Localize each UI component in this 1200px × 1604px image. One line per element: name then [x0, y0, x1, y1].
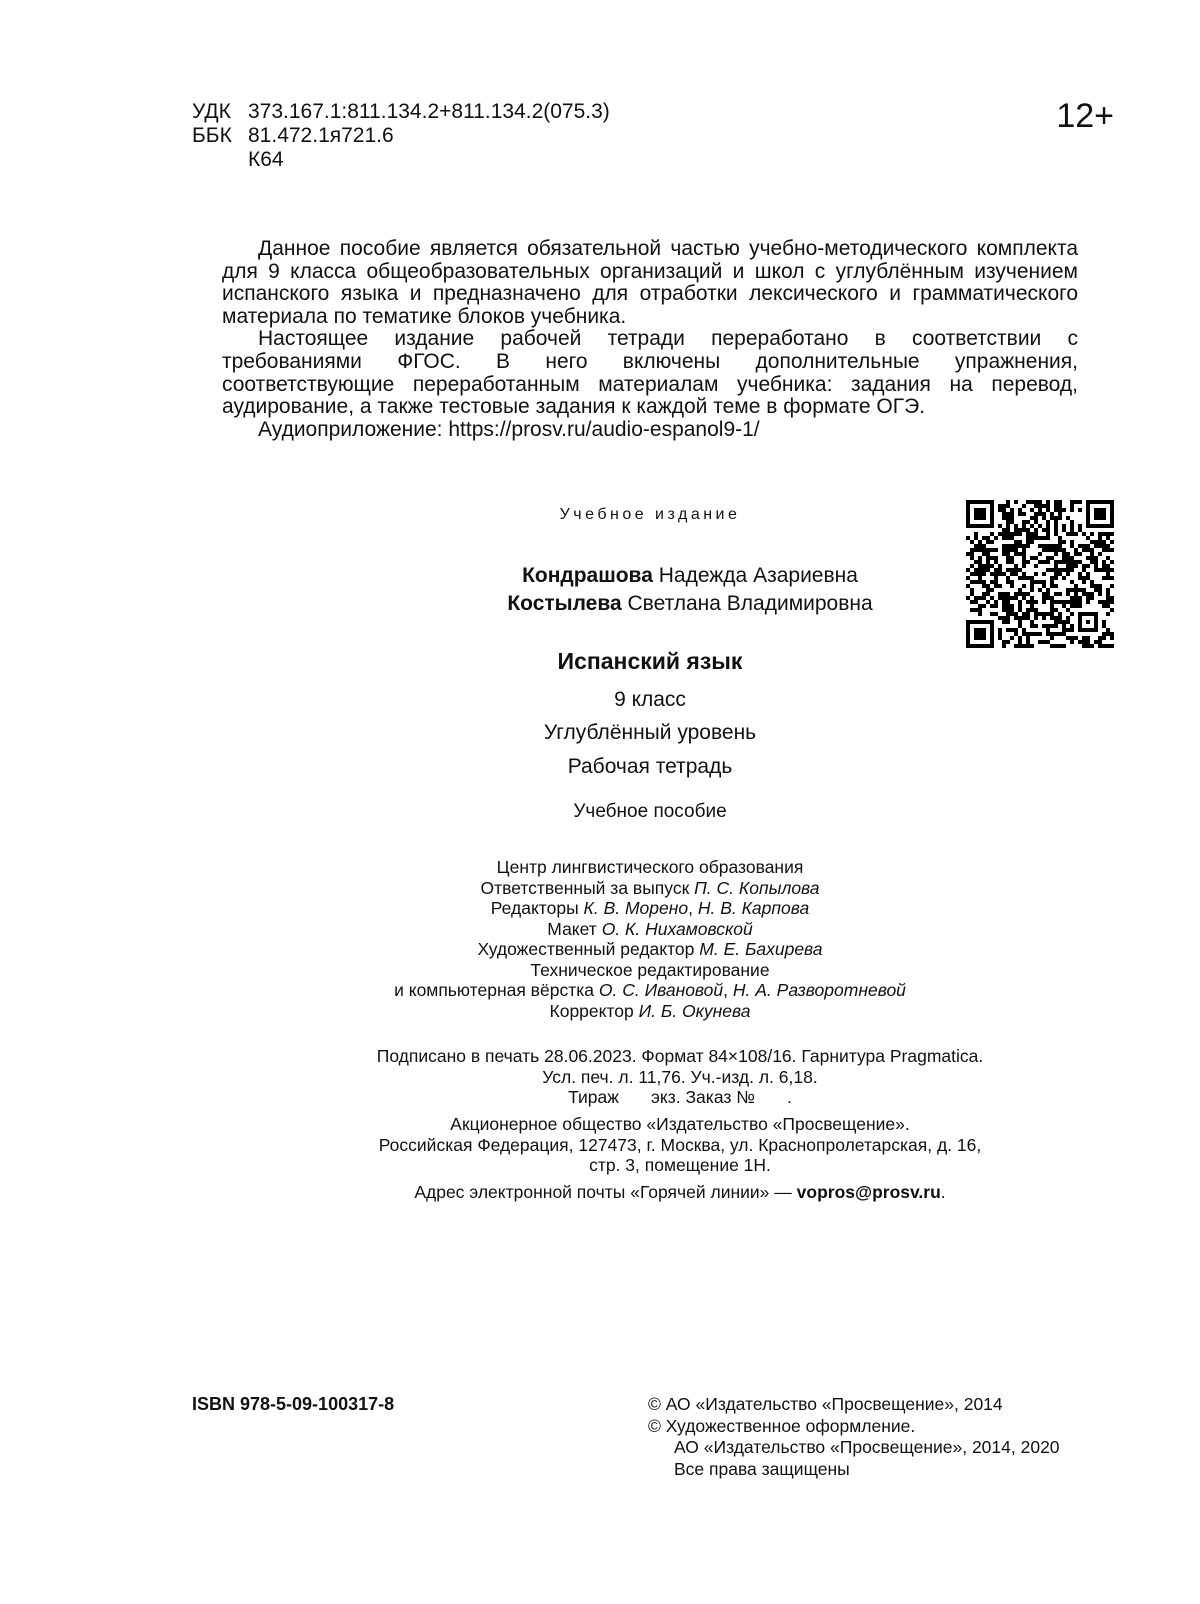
author-2: Костылева Светлана Владимировна	[507, 592, 873, 615]
bbk-label: ББК	[192, 124, 232, 147]
hotline-email: Адрес электронной почты «Горячей линии» — vopros@prosv.ru.	[414, 1182, 946, 1202]
udk-value: 373.167.1:811.134.2+811.134.2(075.3)	[248, 100, 610, 123]
isbn: ISBN 978-5-09-100317-8	[192, 1394, 395, 1414]
abstract-paragraph-1: Данное пособие является обязательной частью учебно-методического комплекта для 9 класса общеобразовательных организаций и школ с углублённым изучением испанского языка и предназначено для отработки лексического и грамматического материала по тематике блоков учебника.	[222, 237, 1078, 328]
print-info: Подписано в печать 28.06.2023. Формат 84×108/16. Гарнитура Pragmatica. Усл. печ. л. 11,76. Уч.-изд. л. 6,18. Тираж экз. Заказ № .	[376, 1046, 984, 1107]
authors	[300, 562, 1080, 618]
abstract	[222, 238, 1078, 441]
book-title: Испанский язык	[557, 648, 743, 674]
bbk-value: 81.472.1я721.6	[248, 124, 394, 147]
age-rating: 12+	[1056, 97, 1114, 135]
staff-credits: Центр лингвистического образования Ответственный за выпуск П. С. Копылова Редакторы К. В. Морено, Н. В. Карпова Макет О. К. Нихамовской Художественный редактор М. Е. Бахирева Техническое редактирование и компьютерная вёрстка О. С. Ивановой, Н. А. Разворотневой Корректор И. Б. Окунева	[394, 857, 906, 1021]
book-kind: Рабочая тетрадь	[567, 755, 733, 778]
classification-codes	[192, 100, 610, 172]
audio-link: Аудиоприложение: https://prosv.ru/audio-espanol9-1/	[258, 417, 760, 441]
publication-type: Учебное издание	[559, 506, 741, 523]
book-grade: 9 класс	[614, 688, 686, 711]
abstract-paragraph-2: Настоящее издание рабочей тетради переработано в соответствии с требованиями ФГОС. В него включены дополнительные упражнения, соответствующие переработанным материалам учебника: задания на перевод, аудирование, а также тестовые задания к каждой теме в формате ОГЭ.	[222, 327, 1078, 419]
udk-label: УДК	[192, 100, 231, 123]
email-link[interactable]: vopros@prosv.ru	[796, 1182, 941, 1202]
copyright: © АО «Издательство «Просвещение», 2014 © Художественное оформление. АО «Издательство «Просвещение», 2014, 2020 Все права защищены	[648, 1394, 1060, 1479]
author-1: Кондрашова Надежда Азариевна	[522, 564, 858, 587]
author-mark: К64	[248, 148, 284, 171]
book-category: Учебное пособие	[573, 801, 727, 822]
book-level: Углублённый уровень	[543, 721, 757, 744]
publisher-info: Акционерное общество «Издательство «Просвещение». Российская Федерация, 127473, г. Москва, ул. Краснопролетарская, д. 16, стр. 3, помещение 1Н.	[378, 1114, 982, 1175]
